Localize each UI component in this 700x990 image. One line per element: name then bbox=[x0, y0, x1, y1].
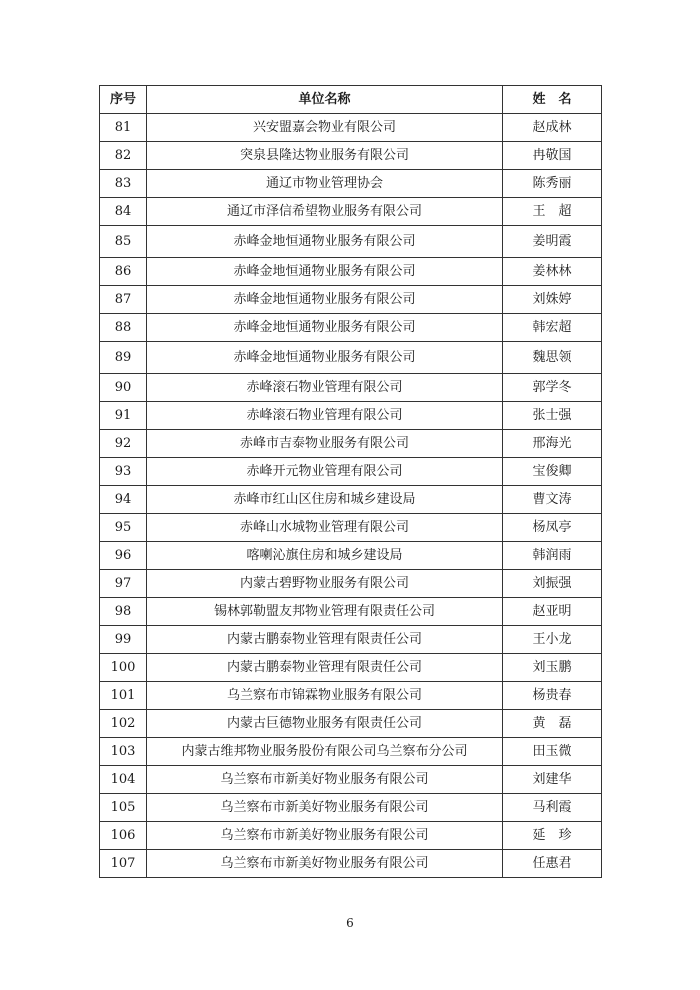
header-serial-number: 序号 bbox=[100, 86, 147, 114]
table-row bbox=[100, 822, 602, 850]
table-row bbox=[100, 542, 602, 570]
cell-person-name: 王小龙 bbox=[503, 626, 602, 654]
cell-unit-name: 通辽市泽信希望物业服务有限公司 bbox=[147, 198, 503, 226]
cell-unit-name: 赤峰金地恒通物业服务有限公司 bbox=[147, 258, 503, 286]
cell-unit-name: 赤峰滚石物业管理有限公司 bbox=[147, 374, 503, 402]
table-row bbox=[100, 598, 602, 626]
cell-unit-name: 赤峰金地恒通物业服务有限公司 bbox=[147, 286, 503, 314]
cell-unit-name: 赤峰滚石物业管理有限公司 bbox=[147, 402, 503, 430]
cell-person-name: 姜明霞 bbox=[503, 226, 602, 258]
cell-serial-number: 95 bbox=[100, 514, 147, 542]
table-row bbox=[100, 626, 602, 654]
cell-serial-number: 87 bbox=[100, 286, 147, 314]
table-row bbox=[100, 794, 602, 822]
table-header-row bbox=[100, 86, 602, 114]
cell-unit-name: 赤峰金地恒通物业服务有限公司 bbox=[147, 314, 503, 342]
cell-serial-number: 92 bbox=[100, 430, 147, 458]
cell-person-name: 赵亚明 bbox=[503, 598, 602, 626]
cell-serial-number: 99 bbox=[100, 626, 147, 654]
table-row bbox=[100, 514, 602, 542]
table-row bbox=[100, 430, 602, 458]
cell-unit-name: 内蒙古巨德物业服务有限责任公司 bbox=[147, 710, 503, 738]
cell-person-name: 刘姝婷 bbox=[503, 286, 602, 314]
cell-serial-number: 93 bbox=[100, 458, 147, 486]
table-row bbox=[100, 198, 602, 226]
table-row bbox=[100, 486, 602, 514]
cell-serial-number: 84 bbox=[100, 198, 147, 226]
table-row bbox=[100, 374, 602, 402]
cell-serial-number: 88 bbox=[100, 314, 147, 342]
header-person-name: 姓 名 bbox=[503, 86, 602, 114]
table-row bbox=[100, 570, 602, 598]
table-row bbox=[100, 314, 602, 342]
cell-unit-name: 乌兰察布市新美好物业服务有限公司 bbox=[147, 850, 503, 878]
table-row bbox=[100, 766, 602, 794]
cell-serial-number: 107 bbox=[100, 850, 147, 878]
cell-unit-name: 赤峰金地恒通物业服务有限公司 bbox=[147, 226, 503, 258]
cell-serial-number: 102 bbox=[100, 710, 147, 738]
cell-serial-number: 98 bbox=[100, 598, 147, 626]
cell-person-name: 马利霞 bbox=[503, 794, 602, 822]
cell-serial-number: 104 bbox=[100, 766, 147, 794]
cell-unit-name: 赤峰金地恒通物业服务有限公司 bbox=[147, 342, 503, 374]
cell-unit-name: 赤峰开元物业管理有限公司 bbox=[147, 458, 503, 486]
cell-unit-name: 内蒙古碧野物业服务有限公司 bbox=[147, 570, 503, 598]
table-row bbox=[100, 710, 602, 738]
table-row bbox=[100, 170, 602, 198]
cell-serial-number: 100 bbox=[100, 654, 147, 682]
cell-person-name: 张士强 bbox=[503, 402, 602, 430]
cell-person-name: 韩润雨 bbox=[503, 542, 602, 570]
cell-person-name: 邢海光 bbox=[503, 430, 602, 458]
cell-serial-number: 86 bbox=[100, 258, 147, 286]
cell-serial-number: 89 bbox=[100, 342, 147, 374]
page-number: 6 bbox=[346, 916, 354, 930]
cell-person-name: 魏思领 bbox=[503, 342, 602, 374]
cell-unit-name: 喀喇沁旗住房和城乡建设局 bbox=[147, 542, 503, 570]
cell-serial-number: 83 bbox=[100, 170, 147, 198]
table-body bbox=[100, 114, 602, 878]
cell-unit-name: 锡林郭勒盟友邦物业管理有限责任公司 bbox=[147, 598, 503, 626]
roster-table bbox=[99, 85, 602, 878]
cell-person-name: 刘振强 bbox=[503, 570, 602, 598]
cell-person-name: 王 超 bbox=[503, 198, 602, 226]
cell-unit-name: 通辽市物业管理协会 bbox=[147, 170, 503, 198]
cell-person-name: 黄 磊 bbox=[503, 710, 602, 738]
cell-serial-number: 97 bbox=[100, 570, 147, 598]
table-row bbox=[100, 738, 602, 766]
table-row bbox=[100, 654, 602, 682]
cell-serial-number: 94 bbox=[100, 486, 147, 514]
cell-serial-number: 90 bbox=[100, 374, 147, 402]
cell-unit-name: 赤峰市红山区住房和城乡建设局 bbox=[147, 486, 503, 514]
table-row bbox=[100, 142, 602, 170]
cell-serial-number: 105 bbox=[100, 794, 147, 822]
cell-unit-name: 赤峰山水城物业管理有限公司 bbox=[147, 514, 503, 542]
cell-serial-number: 85 bbox=[100, 226, 147, 258]
cell-unit-name: 乌兰察布市新美好物业服务有限公司 bbox=[147, 794, 503, 822]
cell-person-name: 赵成林 bbox=[503, 114, 602, 142]
table-row bbox=[100, 458, 602, 486]
cell-person-name: 刘玉鹏 bbox=[503, 654, 602, 682]
cell-person-name: 冉敬国 bbox=[503, 142, 602, 170]
cell-person-name: 刘建华 bbox=[503, 766, 602, 794]
cell-serial-number: 82 bbox=[100, 142, 147, 170]
cell-unit-name: 内蒙古鹏泰物业管理有限责任公司 bbox=[147, 654, 503, 682]
cell-person-name: 曹文涛 bbox=[503, 486, 602, 514]
table-row bbox=[100, 342, 602, 374]
cell-unit-name: 乌兰察布市新美好物业服务有限公司 bbox=[147, 822, 503, 850]
cell-person-name: 陈秀丽 bbox=[503, 170, 602, 198]
cell-unit-name: 突泉县隆达物业服务有限公司 bbox=[147, 142, 503, 170]
cell-serial-number: 106 bbox=[100, 822, 147, 850]
cell-person-name: 韩宏超 bbox=[503, 314, 602, 342]
table-row bbox=[100, 226, 602, 258]
cell-serial-number: 81 bbox=[100, 114, 147, 142]
cell-unit-name: 内蒙古维邦物业服务股份有限公司乌兰察布分公司 bbox=[147, 738, 503, 766]
cell-unit-name: 赤峰市吉泰物业服务有限公司 bbox=[147, 430, 503, 458]
cell-person-name: 任惠君 bbox=[503, 850, 602, 878]
cell-person-name: 杨贵春 bbox=[503, 682, 602, 710]
header-unit-name: 单位名称 bbox=[147, 86, 503, 114]
cell-person-name: 姜林林 bbox=[503, 258, 602, 286]
table-row bbox=[100, 850, 602, 878]
cell-unit-name: 乌兰察布市锦霖物业服务有限公司 bbox=[147, 682, 503, 710]
table-row bbox=[100, 682, 602, 710]
table-row bbox=[100, 258, 602, 286]
cell-serial-number: 91 bbox=[100, 402, 147, 430]
cell-serial-number: 101 bbox=[100, 682, 147, 710]
cell-person-name: 田玉微 bbox=[503, 738, 602, 766]
cell-unit-name: 乌兰察布市新美好物业服务有限公司 bbox=[147, 766, 503, 794]
table-row bbox=[100, 286, 602, 314]
cell-unit-name: 兴安盟嘉会物业有限公司 bbox=[147, 114, 503, 142]
cell-serial-number: 103 bbox=[100, 738, 147, 766]
cell-person-name: 杨凤亭 bbox=[503, 514, 602, 542]
cell-serial-number: 96 bbox=[100, 542, 147, 570]
cell-person-name: 宝俊卿 bbox=[503, 458, 602, 486]
cell-unit-name: 内蒙古鹏泰物业管理有限责任公司 bbox=[147, 626, 503, 654]
cell-person-name: 郭学冬 bbox=[503, 374, 602, 402]
table-row bbox=[100, 402, 602, 430]
cell-person-name: 延 珍 bbox=[503, 822, 602, 850]
table-row bbox=[100, 114, 602, 142]
